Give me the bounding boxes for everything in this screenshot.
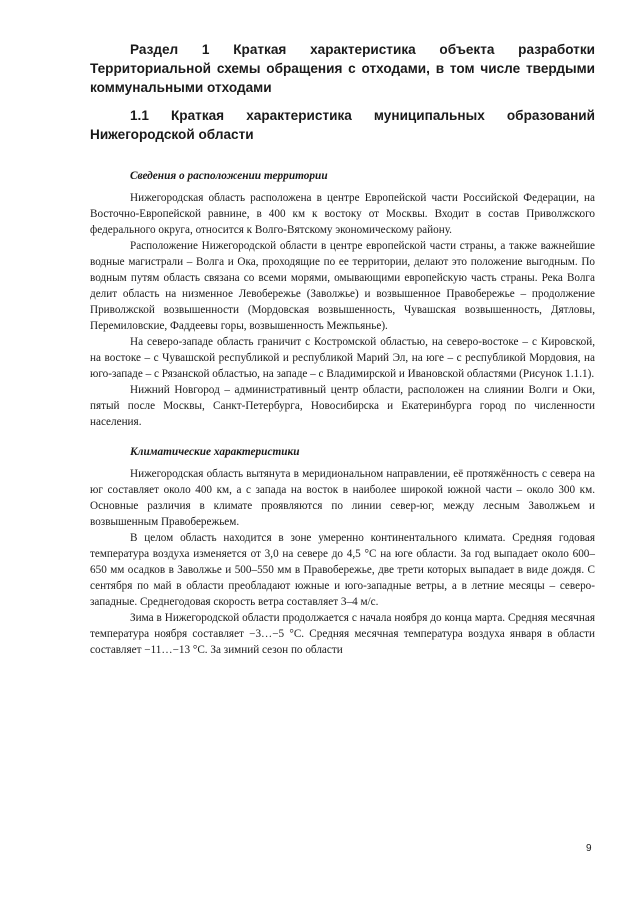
section-heading: Раздел 1 Краткая характеристика объекта разработки Территориальной схемы обращения с отходами, в том числе твердыми коммунальными отходами [90, 42, 595, 95]
paragraph: Нижний Новгород – административный центр области, расположен на слиянии Волги и Оки, пятый после Москвы, Санкт-Петербурга, Новосибирска и Екатеринбурга город по численности населения. [90, 384, 595, 428]
paragraph: Нижегородская область вытянута в меридиональном направлении, её протяжённость с севера на юг составляет около 400 км, а с запада на восток в наиболее широкой южной части – около 300 км. Основные различия в климате проявляются по линии север-юг, между лесным Заволжьем и возвышенным Правобережьем. [90, 468, 595, 528]
paragraph: Расположение Нижегородской области в центре европейской части страны, а также важнейшие водные магистрали – Волга и Ока, проходящие по ее территории, делают это положение выгодным. По водным путям область связана со всеми морями, омывающими европейскую часть страны. Река Волга делит область на низменное Левобережье (Заволжье) и возвышенное Правобережье – продолжение Приволжской возвышенности (Мордовская возвышенность, Чувашская возвышенность, Дятловы, Перемиловские, Фаддеевы горы, возвышенность Межпьянье). [90, 240, 595, 332]
subsection-heading: 1.1 Краткая характеристика муниципальных образований Нижегородской области [90, 108, 595, 142]
page-number: 9 [586, 843, 592, 854]
page-content [90, 40, 595, 658]
subheading-location: Сведения о расположении территории [130, 170, 328, 182]
paragraph: Нижегородская область расположена в центре Европейской части Российской Федерации, на Восточно-Европейской равнине, в 400 км к востоку от Москвы. Входит в состав Приволжского федерального округа, относится к Волго-Вятскому экономическому району. [90, 192, 595, 236]
paragraph: На северо-западе область граничит с Костромской областью, на северо-востоке – с Кировской, на востоке – с Чувашской республикой и республикой Марий Эл, на юге – с республикой Мордовия, на юго-западе – с Рязанской областью, на западе – с Владимирской и Ивановской областями (Рисунок 1.1.1). [90, 336, 595, 380]
paragraph: В целом область находится в зоне умеренно континентального климата. Средняя годовая температура воздуха изменяется от 3,0 на севере до 4,5 °C на юге области. За год выпадает около 600–650 мм осадков в Заволжье и 500–550 мм в Правобережье, две трети которых выпадает в виде дождя. С сентября по май в области преобладают южные и юго-западные ветры, а в летние месяцы – северо-западные. Среднегодовая скорость ветра составляет 3–4 м/с. [90, 532, 595, 608]
paragraph: Зима в Нижегородской области продолжается с начала ноября до конца марта. Средняя месячная температура ноября составляет −3…−5 °C. Средняя месячная температура воздуха января в области составляет −11…−13 °C. За зимний сезон по области [90, 612, 595, 656]
subheading-climate: Климатические характеристики [130, 446, 300, 458]
